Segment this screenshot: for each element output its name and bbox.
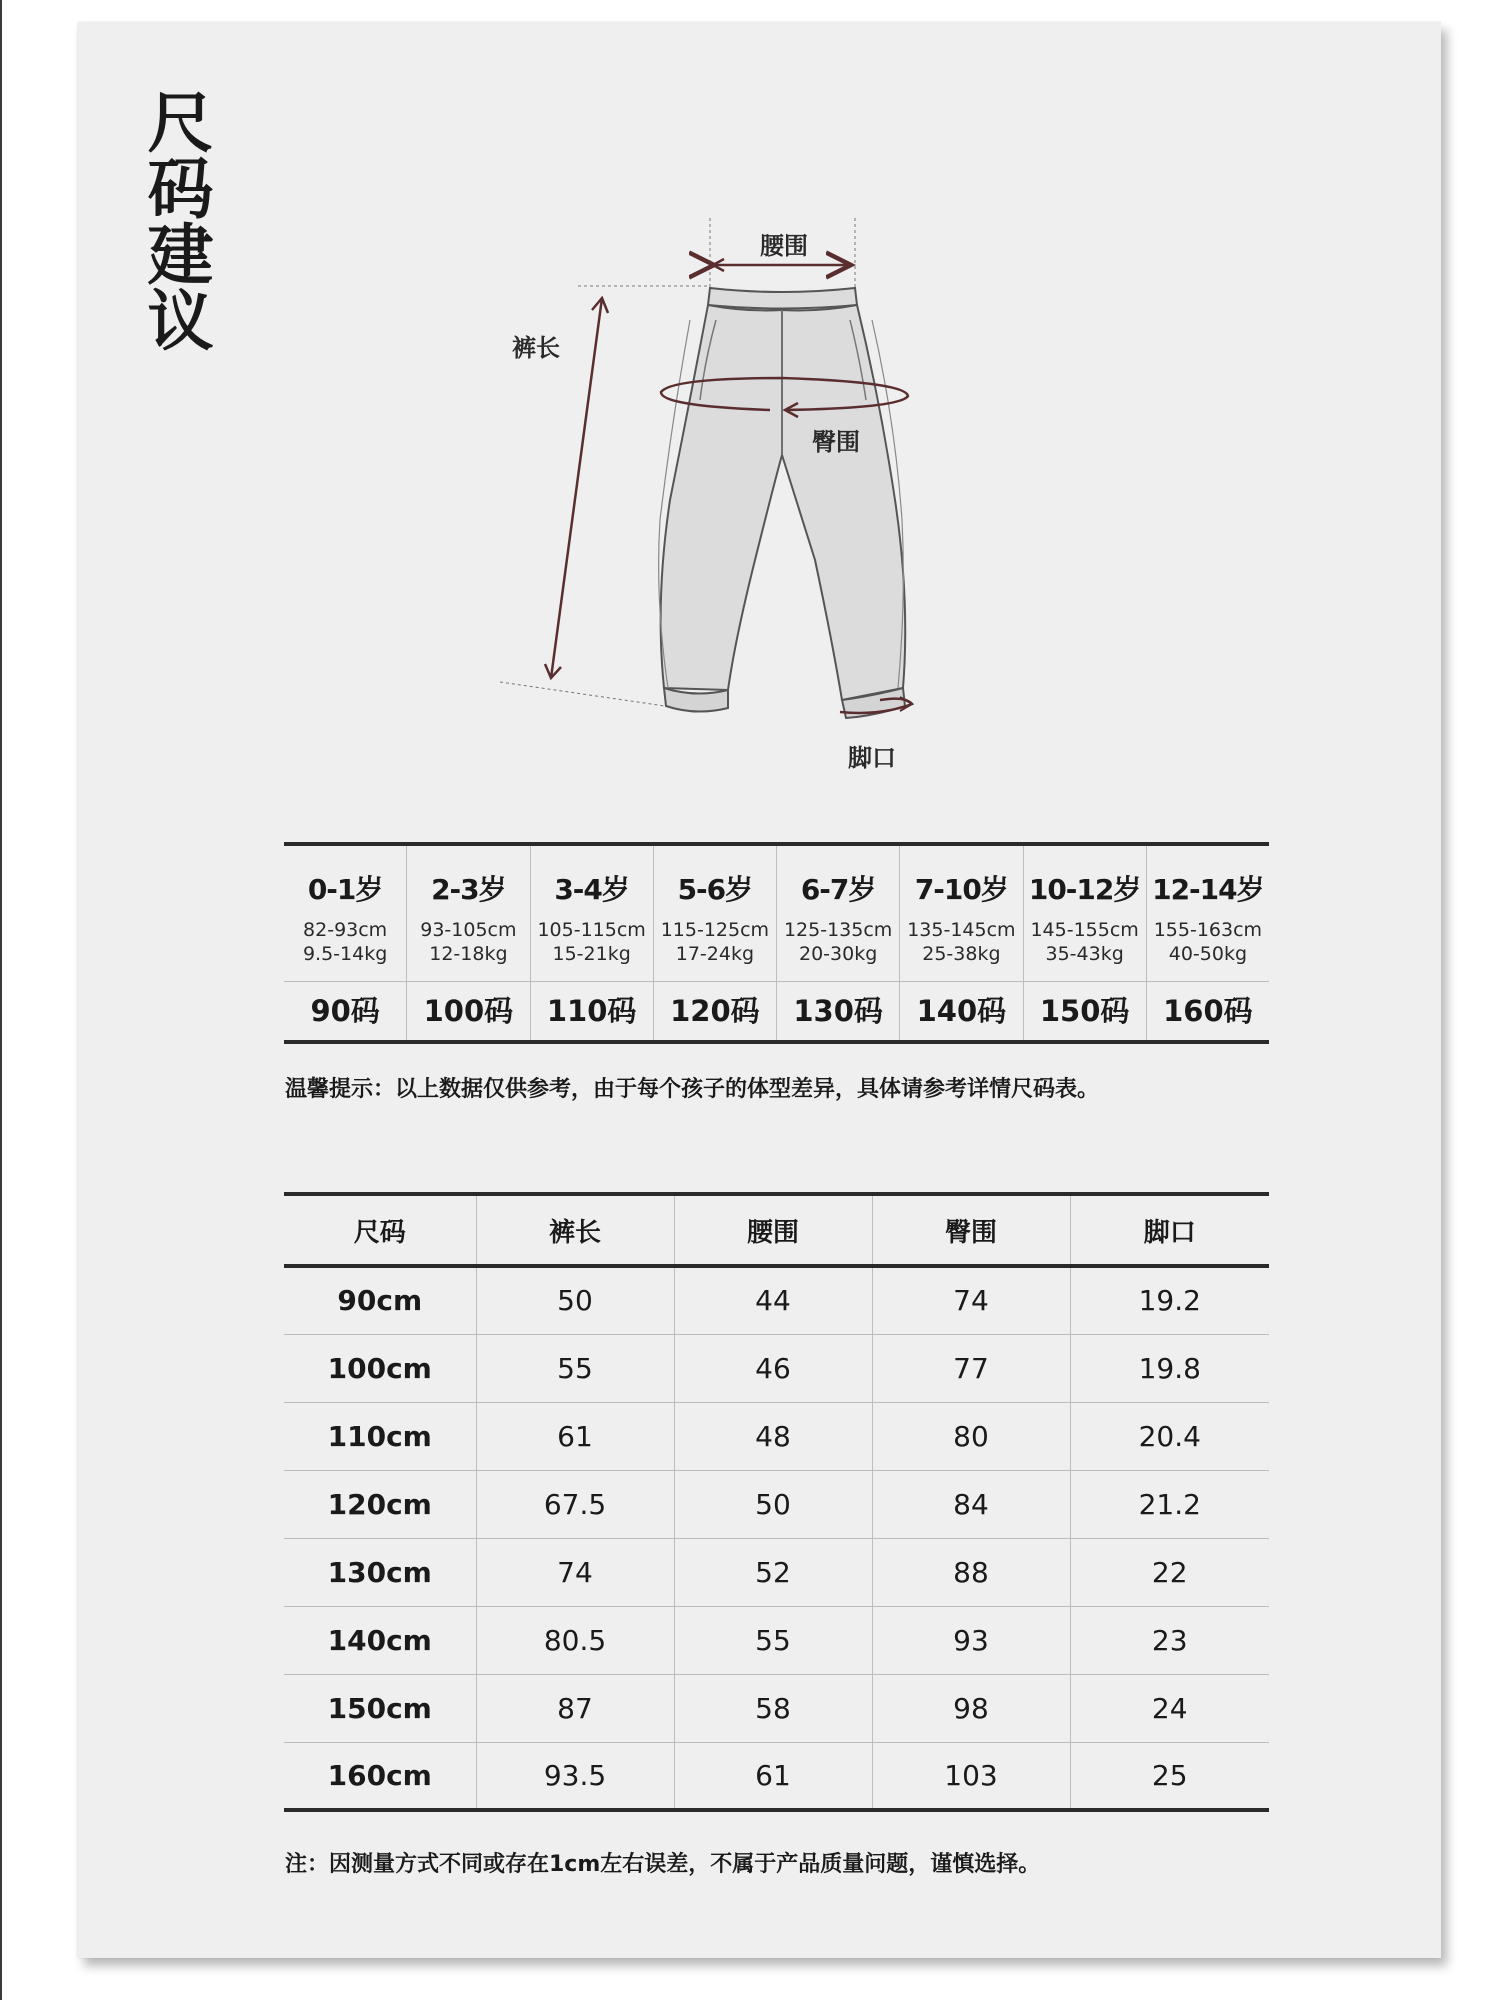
height-range: 145-155cm (1030, 919, 1139, 941)
hip-cell: 77 (872, 1334, 1070, 1402)
recommended-size: 90码 (310, 994, 380, 1028)
weight-range: 15-21kg (552, 943, 631, 965)
length-cell: 80.5 (476, 1606, 674, 1674)
age-column (1023, 846, 1146, 1040)
length-cell: 61 (476, 1402, 674, 1470)
weight-range: 25-38kg (922, 943, 1001, 965)
header-hip: 臀围 (872, 1194, 1070, 1266)
age-column (406, 846, 529, 1040)
weight-range: 17-24kg (675, 943, 755, 965)
hip-cell: 98 (872, 1674, 1070, 1742)
age-column (899, 846, 1022, 1040)
size-cell: 130cm (284, 1538, 476, 1606)
header-length: 裤长 (476, 1194, 674, 1266)
waist-cell: 58 (674, 1674, 872, 1742)
waist-cell: 44 (674, 1266, 872, 1334)
height-range: 82-93cm (303, 919, 388, 941)
recommended-size: 100码 (423, 994, 514, 1028)
recommended-size: 160码 (1163, 994, 1253, 1028)
hip-label: 臀围 (812, 428, 860, 456)
age-range: 6-7岁 (800, 873, 876, 906)
height-range: 105-115cm (537, 919, 646, 941)
waist-cell: 50 (674, 1470, 872, 1538)
size-cell: 140cm (284, 1606, 476, 1674)
cuff-cell: 22 (1070, 1538, 1269, 1606)
size-cell: 110cm (284, 1402, 476, 1470)
age-column (653, 846, 776, 1040)
waist-label: 腰围 (760, 232, 808, 260)
pants-diagram (0, 0, 1500, 800)
height-range: 115-125cm (660, 919, 770, 941)
size-cell: 150cm (284, 1674, 476, 1742)
height-range: 125-135cm (783, 919, 893, 941)
table-row (284, 1470, 1269, 1538)
age-column (1146, 846, 1269, 1040)
length-cell: 67.5 (476, 1470, 674, 1538)
cuff-cell: 21.2 (1070, 1470, 1269, 1538)
age-range: 7-10岁 (914, 873, 1008, 906)
weight-range: 12-18kg (429, 943, 508, 965)
age-size-table (284, 842, 1269, 1044)
page-title: 尺码建议 (136, 88, 213, 352)
cuff-cell: 25 (1070, 1742, 1269, 1810)
age-range: 0-1岁 (307, 873, 383, 906)
waist-cell: 52 (674, 1538, 872, 1606)
table-row (284, 1538, 1269, 1606)
waist-cell: 55 (674, 1606, 872, 1674)
age-range: 5-6岁 (677, 873, 753, 906)
weight-range: 20-30kg (798, 943, 878, 965)
note-text: 注：因测量方式不同或存在1cm左右误差，不属于产品质量问题，谨慎选择。 (285, 1852, 1041, 1877)
table-header-row (284, 1194, 1269, 1266)
recommended-size: 140码 (916, 994, 1007, 1028)
cuff-cell: 19.2 (1070, 1266, 1269, 1334)
waist-cell: 46 (674, 1334, 872, 1402)
height-range: 155-163cm (1153, 919, 1263, 941)
length-label: 裤长 (512, 334, 560, 362)
pants-shape (659, 288, 906, 718)
length-cell: 93.5 (476, 1742, 674, 1810)
table-row (284, 1402, 1269, 1470)
cuff-cell: 24 (1070, 1674, 1269, 1742)
size-cell: 160cm (284, 1742, 476, 1810)
age-range: 2-3岁 (431, 873, 506, 906)
age-column (776, 846, 899, 1040)
header-cuff: 脚口 (1070, 1194, 1269, 1266)
length-cell: 74 (476, 1538, 674, 1606)
cuff-cell: 19.8 (1070, 1334, 1269, 1402)
recommended-size: 110码 (546, 994, 637, 1028)
cuff-cell: 20.4 (1070, 1402, 1269, 1470)
hip-cell: 74 (872, 1266, 1070, 1334)
length-cell: 55 (476, 1334, 674, 1402)
age-range: 3-4岁 (554, 873, 629, 906)
pants-illustration (0, 0, 1500, 800)
length-cell: 87 (476, 1674, 674, 1742)
table-row (284, 1266, 1269, 1334)
hip-cell: 93 (872, 1606, 1070, 1674)
age-row (284, 846, 1269, 1040)
recommended-size: 150码 (1039, 994, 1130, 1028)
weight-range: 40-50kg (1168, 943, 1248, 965)
size-detail-table (284, 1192, 1269, 1812)
height-range: 135-145cm (907, 919, 1016, 941)
weight-range: 9.5-14kg (302, 943, 388, 965)
header-size: 尺码 (284, 1194, 476, 1266)
tip-text: 温馨提示：以上数据仅供参考，由于每个孩子的体型差异，具体请参考详情尺码表。 (285, 1077, 1100, 1102)
cuff-label: 脚口 (848, 744, 896, 772)
hip-cell: 80 (872, 1402, 1070, 1470)
age-column (530, 846, 653, 1040)
hip-cell: 103 (872, 1742, 1070, 1810)
hip-cell: 88 (872, 1538, 1070, 1606)
height-range: 93-105cm (420, 919, 517, 941)
waist-cell: 48 (674, 1402, 872, 1470)
waist-cell: 61 (674, 1742, 872, 1810)
header-waist: 腰围 (674, 1194, 872, 1266)
length-cell: 50 (476, 1266, 674, 1334)
recommended-size: 130码 (793, 994, 883, 1028)
age-column (284, 846, 406, 1040)
size-cell: 100cm (284, 1334, 476, 1402)
table-row (284, 1674, 1269, 1742)
weight-range: 35-43kg (1045, 943, 1124, 965)
age-range: 12-14岁 (1152, 873, 1264, 906)
size-cell: 120cm (284, 1470, 476, 1538)
table-row (284, 1334, 1269, 1402)
recommended-size: 120码 (670, 994, 760, 1028)
table-row (284, 1742, 1269, 1810)
hip-cell: 84 (872, 1470, 1070, 1538)
cuff-cell: 23 (1070, 1606, 1269, 1674)
age-range: 10-12岁 (1028, 873, 1141, 906)
size-cell: 90cm (337, 1284, 423, 1318)
table-row (284, 1606, 1269, 1674)
